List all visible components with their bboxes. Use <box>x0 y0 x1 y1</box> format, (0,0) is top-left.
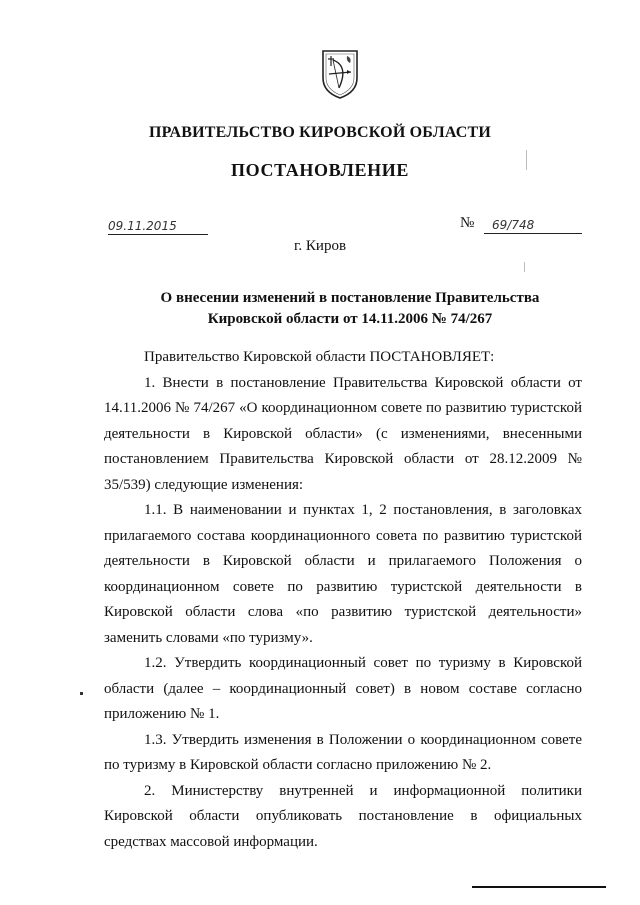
subject-line-1: О внесении изменений в постановление Правительства <box>160 290 540 306</box>
scan-artifact <box>80 692 83 695</box>
document-body <box>104 345 582 855</box>
clause-1-3: 1.3. Утвердить изменения в Положении о координационном совете по туризму в Кировской области согласно приложению № 2. <box>104 731 582 773</box>
scan-artifact <box>526 150 527 170</box>
document-type: ПОСТАНОВЛЕНИЕ <box>231 160 409 180</box>
clause-1-1: 1.1. В наименовании и пунктах 1, 2 постановления, в заголовках прилагаемого состава координационного совета по развитию туристской деятельности в Кировской области и прилагаемого Положения о координационном совете по развитию туристской деятельности в Кировской области слова «по развитию туристской деятельности» заменить словами «по туризму». <box>104 502 582 646</box>
subject-heading <box>160 288 540 330</box>
subject-line-2: Кировской области от 14.11.2006 № 74/267 <box>207 311 493 327</box>
clause-1: 1. Внести в постановление Правительства Кировской области от 14.11.2006 № 74/267 «О координационном совете по развитию туристской деятельности в Кировской области» (с изменениями, внесенными постановлением Правительства Кировской области от 28.12.2009 № 35/539) следующие изменения: <box>104 374 582 493</box>
government-title: ПРАВИТЕЛЬСТВО КИРОВСКОЙ ОБЛАСТИ <box>148 124 492 141</box>
scan-artifact <box>524 262 525 272</box>
number-underline <box>484 215 582 234</box>
body-intro: Правительство Кировской области ПОСТАНОВЛЯЕТ: <box>144 349 495 365</box>
number-sign: № <box>460 215 475 231</box>
date-value: 09.11.2015 <box>108 219 177 233</box>
footer-rule <box>472 886 606 888</box>
city: г. Киров <box>293 238 347 254</box>
clause-1-2: 1.2. Утвердить координационный совет по туризму в Кировской области (далее – координационный совет) в новом составе согласно приложению № 1. <box>104 655 582 722</box>
kirov-coat-of-arms-icon <box>319 48 361 100</box>
number-field <box>460 215 582 235</box>
clause-2: 2. Министерству внутренней и информационной политики Кировской области опубликовать постановление в официальных средствах массовой информации. <box>104 782 582 850</box>
number-value: 69/748 <box>492 218 535 232</box>
date-field <box>108 219 208 235</box>
